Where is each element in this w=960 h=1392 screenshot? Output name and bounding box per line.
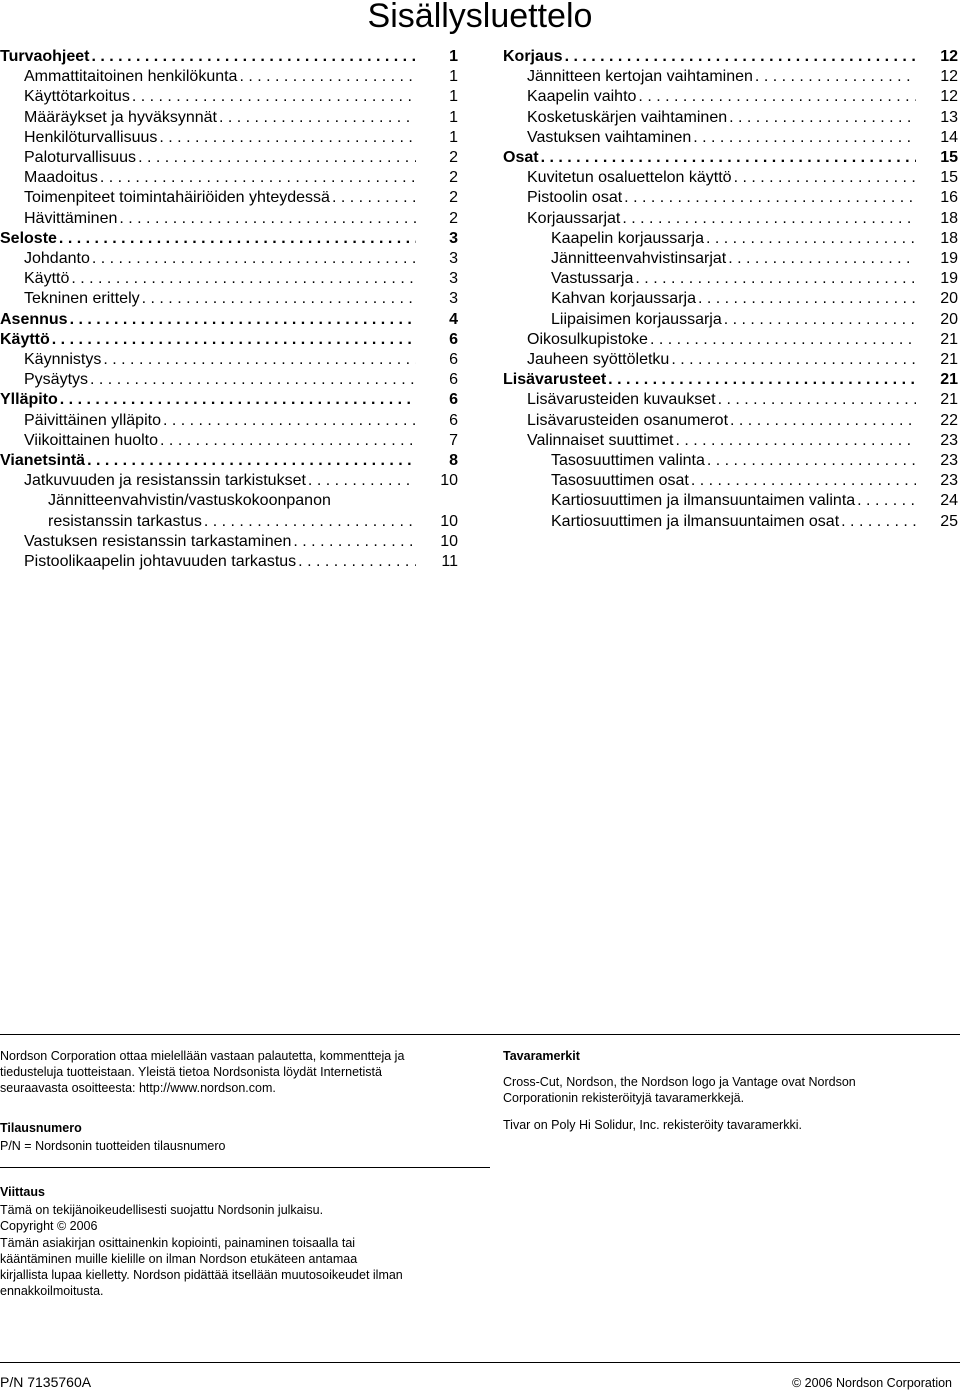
toc-entry-title: Määräykset ja hyväksynnät [24,108,217,126]
toc-page-number: 24 [940,492,958,510]
toc-entry-title: Korjaus [503,48,563,65]
toc-entry[interactable] [503,330,958,350]
toc-entry[interactable] [503,512,958,532]
toc-leader-dots [160,431,416,451]
toc-leader-dots [624,188,916,208]
toc-entry[interactable] [0,188,458,208]
toc-leader-dots [239,67,416,87]
toc-page-number: 1 [449,128,458,146]
toc-leader-dots [103,350,416,370]
toc-entry[interactable] [503,411,958,431]
toc-entry-title: Lisävarusteiden osanumerot [527,411,729,429]
toc-leader-dots [755,67,916,87]
toc-leader-dots [671,350,916,370]
toc-entry-title: Kahvan korjaussarja [551,290,696,308]
toc-leader-dots [52,330,416,350]
toc-entry[interactable] [503,370,958,390]
toc-leader-dots [622,209,916,229]
toc-leader-dots [90,370,416,390]
toc-entry[interactable] [503,229,958,249]
toc-entry-title: Lisävarusteiden kuvaukset [527,391,716,409]
toc-leader-dots [59,229,416,249]
toc-leader-dots [119,209,416,229]
toc-leader-dots [332,188,416,208]
notice-line: Tämän asiakirjan osittainenkin kopiointi, painaminen toisaalla tai [0,1235,356,1250]
feedback-line: tiedusteluja tuotteistaan. Yleistä tietoa Nordsonista löydät Internetistä [0,1065,382,1080]
toc-leader-dots [100,168,416,188]
toc-entry-title: Jatkuvuuden ja resistanssin tarkistukset [24,472,306,490]
notice-line: kääntäminen muille kielille on ilman Nordson etukäteen antamaa [0,1251,358,1266]
toc-page-number: 18 [940,229,958,247]
toc-leader-dots [841,512,916,532]
toc-leader-dots [92,47,417,67]
trademarks-line: Tivar on Poly Hi Solidur, Inc. rekisteröity tavaramerkki. [503,1117,802,1132]
toc-page-number: 15 [940,149,958,167]
toc-page-number: 20 [940,310,958,328]
trademarks-line: Corporationin rekisteröityjä tavaramerkkejä. [503,1091,745,1106]
toc-entry[interactable] [503,310,958,330]
toc-entry-title: Jännitteenvahvistin/vastuskokoonpanon [48,492,331,510]
toc-page-number: 12 [940,68,958,86]
toc-leader-dots [298,552,416,572]
toc-page-number: 8 [449,452,458,470]
toc-leader-dots [718,390,916,410]
toc-leader-dots [675,431,916,451]
feedback-block [0,1048,460,1097]
toc-leader-dots [693,128,916,148]
notice-line: kirjallista lupaa kielletty. Nordson pidättää itsellään muutosoikeudet ilman [0,1268,403,1283]
toc-leader-dots [70,310,416,330]
toc-entry-title: Pysäytys [24,371,89,389]
toc-leader-dots [142,289,416,309]
toc-entry[interactable] [503,128,958,148]
toc-leader-dots [541,148,916,168]
toc-entry[interactable] [0,431,458,451]
toc-page-number: 4 [449,310,458,328]
toc-entry-title: Kartiosuuttimen ja ilmansuuntaimen valinta [551,492,856,510]
toc-entry[interactable] [503,451,958,471]
toc-entry-title: Tekninen erittely [24,290,140,308]
toc-entry-title: Tasosuuttimen valinta [551,452,705,470]
toc-entry-title-cont: resistanssin tarkastus [48,512,202,530]
toc-leader-dots [698,289,916,309]
toc-entry[interactable] [0,370,458,390]
toc-leader-dots [857,491,916,511]
toc-entry[interactable] [503,47,958,67]
toc-entry[interactable] [0,491,458,531]
feedback-line: seuraavasta osoitteesta: http://www.nordson.com. [0,1081,276,1096]
toc-page-number: 16 [940,189,958,207]
toc-entry-title: Pistoolikaapelin johtavuuden tarkastus [24,553,297,571]
toc-page-number: 6 [449,351,458,369]
notice-line: Tämä on tekijänoikeudellisesti suojattu Nordsonin julkaisu. [0,1203,324,1218]
toc-right-column [503,47,958,532]
toc-entry-title: Vastuksen vaihtaminen [527,128,692,146]
toc-leader-dots [724,310,916,330]
toc-entry[interactable] [0,390,458,410]
toc-entry[interactable] [0,330,458,350]
toc-entry-title: Käyttö [24,270,70,288]
toc-entry[interactable] [503,431,958,451]
toc-leader-dots [728,249,916,269]
toc-page-number: 19 [940,270,958,288]
toc-entry[interactable] [503,209,958,229]
toc-page-number: 15 [940,169,958,187]
toc-page-number: 2 [449,189,458,207]
toc-entry-title: Käynnistys [24,351,102,369]
toc-leader-dots [729,108,916,128]
toc-entry[interactable] [0,128,458,148]
toc-entry-title: Lisävarusteet [503,371,607,389]
toc-entry[interactable] [503,289,958,309]
toc-entry-title: Käyttö [0,330,50,348]
toc-leader-dots [691,471,916,491]
toc-entry-title: Toimenpiteet toimintahäiriöiden yhteydessä [24,189,330,207]
toc-entry-title: Tasosuuttimen osat [551,472,689,490]
toc-entry-title: Hävittäminen [24,209,118,227]
toc-leader-dots [159,128,416,148]
toc-entry-title: Turvaohjeet [0,48,90,65]
toc-leader-dots [706,229,916,249]
toc-page-number: 21 [940,371,958,389]
toc-entry[interactable] [503,148,958,168]
toc-page-number: 13 [940,108,958,126]
toc-page-number: 23 [940,452,958,470]
toc-page-number: 6 [449,411,458,429]
toc-entry-title: Pistoolin osat [527,189,623,207]
toc-entry[interactable] [0,350,458,370]
toc-leader-dots [71,269,416,289]
toc-entry-title: Liipaisimen korjaussarja [551,310,722,328]
toc-entry[interactable] [0,269,458,289]
toc-entry[interactable] [0,411,458,431]
toc-page-number: 2 [449,209,458,227]
toc-entry-title: Kosketuskärjen vaihtaminen [527,108,728,126]
toc-page-number: 10 [440,512,458,530]
toc-entry[interactable] [503,471,958,491]
toc-leader-dots [638,87,916,107]
toc-entry-title: Valinnaiset suuttimet [527,431,674,449]
toc-page-number: 1 [449,88,458,106]
toc-entry-title: Kartiosuuttimen ja ilmansuuntaimen osat [551,512,840,530]
toc-page-number: 2 [449,149,458,167]
toc-leader-dots [650,330,916,350]
toc-page-number: 3 [449,229,458,247]
order-heading: Tilausnumero [0,1121,82,1135]
divider-middle [0,1167,490,1168]
toc-page-number: 11 [441,553,458,571]
toc-page-number: 12 [940,48,958,65]
toc-entry-title: Paloturvallisuus [24,149,137,167]
toc-entry[interactable] [0,552,458,572]
toc-leader-dots [132,87,416,107]
toc-page-number: 6 [449,371,458,389]
toc-entry[interactable] [503,168,958,188]
toc-entry-title: Vastussarja [551,270,634,288]
toc-entry[interactable] [0,249,458,269]
notice-line: ennakkoilmoitusta. [0,1284,104,1299]
toc-leader-dots [92,249,416,269]
toc-entry[interactable] [503,87,958,107]
toc-leader-dots [219,108,416,128]
toc-page-number: 3 [449,250,458,268]
order-number-block [0,1120,460,1154]
toc-page-number: 6 [449,391,458,409]
toc-leader-dots [204,512,416,532]
toc-entry[interactable] [0,67,458,87]
toc-leader-dots [635,269,916,289]
trademarks-block [503,1048,958,1133]
toc-entry-title: Osat [503,149,539,167]
toc-page-number: 1 [449,68,458,86]
toc-page-number: 2 [449,169,458,187]
order-text: P/N = Nordsonin tuotteiden tilausnumero [0,1139,226,1154]
toc-page-number: 23 [940,472,958,490]
toc-entry-title: Oikosulkupistoke [527,330,648,348]
toc-page-number: 10 [440,532,458,550]
feedback-line: Nordson Corporation ottaa mielellään vastaan palautetta, kommentteja ja [0,1049,405,1063]
toc-entry[interactable] [0,108,458,128]
toc-leader-dots [293,532,416,552]
toc-entry[interactable] [0,451,458,471]
toc-entry[interactable] [0,87,458,107]
toc-leader-dots [730,411,916,431]
copyright-footer: © 2006 Nordson Corporation [792,1376,952,1390]
toc-leader-dots [608,370,916,390]
toc-entry-title: Johdanto [24,250,90,268]
toc-entry-title: Ylläpito [0,391,58,409]
toc-entry[interactable] [503,249,958,269]
toc-entry[interactable] [503,67,958,87]
toc-leader-dots [565,47,916,67]
toc-page-number: 21 [940,391,958,409]
toc-entry-title: Seloste [0,229,57,247]
toc-entry-title: Viikoittainen huolto [24,431,159,449]
toc-leader-dots [60,390,416,410]
notice-block [0,1184,460,1299]
toc-page-number: 22 [940,411,958,429]
toc-entry-title: Jännitteenvahvistinsarjat [551,250,727,268]
toc-page-number: 19 [940,250,958,268]
toc-entry[interactable] [503,390,958,410]
toc-entry-title: Kuvitetun osaluettelon käyttö [527,169,732,187]
toc-entry-title: Vastuksen resistanssin tarkastaminen [24,532,292,550]
toc-page-number: 12 [940,88,958,106]
toc-page-number: 7 [449,431,458,449]
toc-entry[interactable] [503,491,958,511]
toc-page-number: 20 [940,290,958,308]
toc-entry[interactable] [503,188,958,208]
toc-page-number: 21 [940,351,958,369]
toc-leader-dots [734,168,916,188]
divider-bottom [0,1362,960,1363]
toc-entry[interactable] [0,209,458,229]
toc-page-number: 1 [449,48,458,65]
toc-left-column [0,47,458,572]
toc-entry-title: Kaapelin korjaussarja [551,229,704,247]
toc-page-number: 3 [449,270,458,288]
toc-entry-title: Käyttötarkoitus [24,88,130,106]
toc-entry-title: Päivittäinen ylläpito [24,411,161,429]
toc-entry[interactable] [503,269,958,289]
toc-page-number: 6 [449,330,458,348]
toc-entry[interactable] [503,108,958,128]
toc-entry-title: Asennus [0,310,68,328]
toc-page-number: 3 [449,290,458,308]
toc-entry-title: Ammattitaitoinen henkilökunta [24,68,238,86]
toc-entry[interactable] [0,168,458,188]
trademarks-heading: Tavaramerkit [503,1049,580,1063]
toc-leader-dots [138,148,416,168]
toc-page-number: 21 [940,330,958,348]
toc-page-number: 18 [940,209,958,227]
toc-entry-title: Jännitteen kertojan vaihtaminen [527,68,753,86]
toc-entry[interactable] [503,350,958,370]
toc-entry-title: Maadoitus [24,169,98,187]
toc-entry-title: Korjaussarjat [527,209,621,227]
part-number: P/N 7135760A [0,1374,92,1390]
page-title: Sisällysluettelo [367,0,593,35]
toc-leader-dots [87,451,416,471]
toc-page-number: 25 [940,512,958,530]
toc-page-number: 14 [940,128,958,146]
toc-entry-title: Vianetsintä [0,452,86,470]
toc-page-number: 1 [449,108,458,126]
toc-entry-title: Jauheen syöttöletku [527,351,670,369]
trademarks-line: Cross-Cut, Nordson, the Nordson logo ja Vantage ovat Nordson [503,1075,856,1090]
toc-leader-dots [308,471,416,491]
toc-entry-title: Henkilöturvallisuus [24,128,158,146]
toc-entry[interactable] [0,532,458,552]
divider-top [0,1034,960,1035]
toc-leader-dots [163,411,416,431]
toc-entry[interactable] [0,471,458,491]
notice-heading: Viittaus [0,1185,45,1199]
toc-page-number: 10 [440,472,458,490]
toc-entry[interactable] [0,289,458,309]
toc-leader-dots [707,451,916,471]
toc-entry[interactable] [0,148,458,168]
toc-entry[interactable] [0,310,458,330]
toc-page-number: 23 [940,431,958,449]
toc-entry[interactable] [0,47,458,67]
toc-entry[interactable] [0,229,458,249]
toc-entry-title: Kaapelin vaihto [527,88,637,106]
notice-line: Copyright © 2006 [0,1219,98,1234]
